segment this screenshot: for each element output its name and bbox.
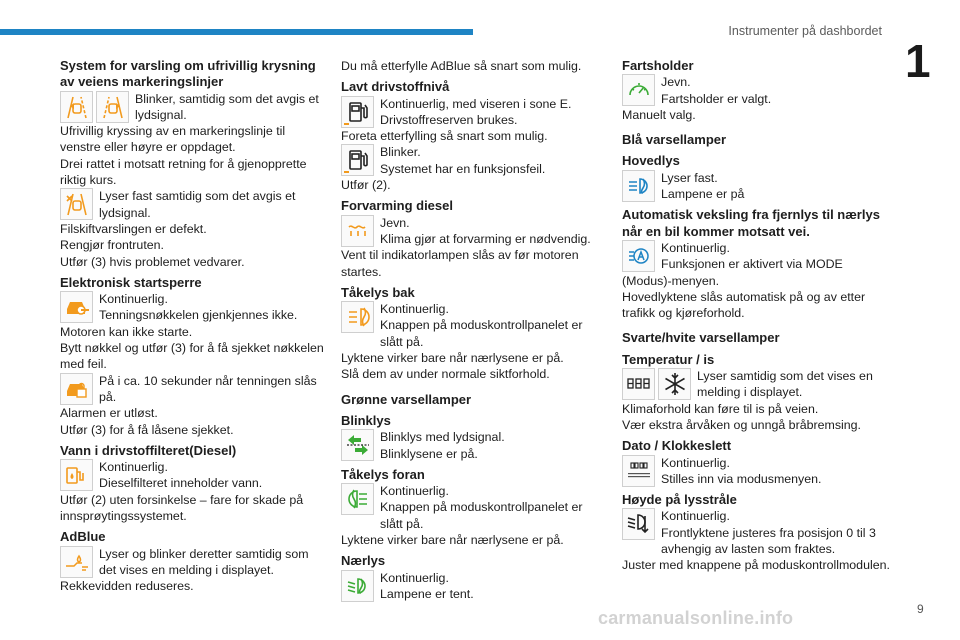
lamp-desc: Lyser fast samtidig som det avgis et lydsignal. — [99, 189, 296, 220]
section-title-auto-beam: Automatisk veksling fra fjernlys til nærlys når en bil kommer motsatt vei. — [622, 207, 880, 239]
column-3 — [622, 58, 890, 574]
paragraph: Juster med knappene på moduskontrollmodulen. — [622, 558, 890, 573]
front-fog-icon — [341, 483, 374, 515]
paragraph: Rengjør frontruten. — [60, 238, 164, 253]
section-title-cruise: Fartsholder — [622, 58, 694, 73]
chapter-number: 1 — [905, 35, 931, 87]
lamp-desc: Frontlyktene justeres fra posisjon 0 til 3 avhengig av lasten som fraktes. — [661, 525, 876, 557]
section-title-main-beam: Hovedlys — [622, 153, 680, 169]
dipped-beam-icon — [341, 570, 374, 602]
paragraph: Filskiftvarslingen er defekt. — [60, 221, 207, 236]
paragraph: Foreta etterfylling så snart som mulig. — [341, 129, 548, 144]
lamp-desc: Dieselfilteret inneholder vann. — [99, 476, 263, 491]
paragraph: Vent til indikatorlampen slås av før motoren startes. — [341, 248, 579, 279]
paragraph: Alarmen er utløst. — [60, 406, 158, 421]
date-time-display-icon — [622, 455, 655, 487]
lamp-desc: Stilles inn via modusmenyen. — [661, 471, 822, 486]
lamp-row-headlamp-level — [622, 508, 890, 557]
fuel-pump-icon — [341, 144, 374, 176]
lamp-desc: Kontinuerlig. — [99, 460, 168, 475]
lamp-desc: Blinklysene er på. — [380, 446, 478, 461]
lamp-row-water-in-fuel — [60, 459, 325, 492]
column-2 — [341, 58, 603, 602]
lamp-desc: Funksjonen er aktivert via MODE — [661, 257, 843, 272]
paragraph: Manuelt valg. — [622, 107, 696, 122]
paragraph: Utfør (2) uten forsinkelse – fare for skade på innsprøytingssystemet. — [60, 492, 304, 524]
lamp-row-auto-beam — [622, 240, 890, 273]
lamp-desc: Jevn. — [380, 215, 410, 230]
lamp-row-date-time — [622, 455, 890, 488]
car-key-icon — [60, 291, 93, 323]
section-title-temperature: Temperatur / is — [622, 351, 715, 367]
section-title-lane-departure: System for varsling om ufrivillig krysning av veiens markeringslinjer — [60, 58, 316, 90]
section-title-water-in-fuel: Vann i drivstoffilteret(Diesel) — [60, 442, 237, 458]
lamp-row-cruise — [622, 74, 890, 107]
section-title-preheat: Forvarming diesel — [341, 198, 453, 214]
lamp-row-fuel-fault — [341, 144, 603, 177]
lamp-desc: Kontinuerlig. — [380, 302, 449, 317]
lamp-row-temperature — [622, 368, 890, 401]
rear-fog-icon — [341, 301, 374, 333]
paragraph: Utfør (3) for å få låsene sjekket. — [60, 422, 234, 437]
column-1 — [60, 58, 325, 595]
lamp-desc: Tenningsnøkkelen gjenkjennes ikke. — [99, 308, 298, 323]
lamp-desc: På i ca. 10 sekunder når tenningen slås på. — [99, 373, 317, 404]
paragraph: Lyktene virker bare når nærlysene er på. — [341, 351, 564, 366]
lamp-desc: Fartsholder er valgt. — [661, 91, 772, 106]
lamp-desc: Kontinuerlig. — [99, 292, 168, 307]
paragraph: Slå dem av under normale siktforhold. — [341, 367, 550, 382]
glow-plug-icon — [341, 215, 374, 247]
cruise-control-icon — [622, 74, 655, 106]
lamp-desc: Kontinuerlig. — [661, 455, 730, 470]
car-lock-icon — [60, 373, 93, 405]
paragraph: Bytt nøkkel og utfør (3) for å få sjekket nøkkelen med feil. — [60, 341, 324, 372]
header-accent-bar — [0, 29, 473, 35]
group-title-black-white: Svarte/hvite varsellamper — [622, 330, 780, 346]
lamp-row-adblue — [60, 546, 325, 579]
lamp-row-main-beam — [622, 170, 890, 203]
lamp-desc: Systemet har en funksjonsfeil. — [380, 161, 546, 176]
paragraph: Du må etterfylle AdBlue så snart som mulig. — [341, 59, 582, 73]
section-title-indicators: Blinklys — [341, 412, 391, 428]
lamp-desc: Kontinuerlig. — [661, 509, 730, 524]
lamp-desc: Lyser samtidig som det vises en melding i displayet. — [697, 369, 873, 400]
lamp-row-immobilizer — [60, 291, 325, 324]
paragraph: Drei rattet i motsatt retning for å gjenopprette riktig kurs. — [60, 156, 307, 188]
paragraph: Utfør (2). — [341, 178, 391, 193]
section-title-headlamp-level: Høyde på lysstråle — [622, 492, 737, 508]
lamp-desc: Blinker. — [380, 145, 421, 160]
lamp-desc: Kontinuerlig, med viseren i sone E. — [380, 96, 572, 111]
paragraph: Klimaforhold kan føre til is på veien. — [622, 401, 819, 416]
lamp-row-lane-blink — [60, 91, 325, 124]
lamp-row-alarm — [60, 373, 325, 406]
lamp-desc: Klima gjør at forvarming er nødvendig. — [380, 231, 591, 246]
watermark-text: carmanualsonline.info — [598, 608, 794, 628]
headlamp-level-icon — [622, 508, 655, 540]
lamp-desc: Lyser og blinker deretter samtidig som det vises en melding i displayet. — [99, 546, 309, 577]
lamp-desc: Knappen på moduskontrollpanelet er slått på. — [380, 500, 583, 531]
lamp-desc: Blinker, samtidig som det avgis et lydsignal. — [135, 91, 319, 122]
lamp-desc: Drivstoffreserven brukes. — [380, 112, 518, 127]
lamp-desc: Kontinuerlig. — [380, 484, 449, 499]
lamp-desc: Kontinuerlig. — [380, 570, 449, 585]
paragraph: Rekkevidden reduseres. — [60, 579, 194, 594]
section-title-front-fog: Tåkelys foran — [341, 466, 425, 482]
paragraph: Motoren kan ikke starte. — [60, 324, 193, 339]
lamp-desc: Lyser fast. — [661, 170, 718, 185]
auto-main-beam-icon — [622, 240, 655, 272]
lane-departure-left-icon — [60, 91, 93, 123]
lamp-row-lane-fault — [60, 188, 325, 221]
lamp-row-indicators — [341, 429, 603, 462]
section-title-rear-fog: Tåkelys bak — [341, 284, 415, 300]
section-title-dipped-beam: Nærlys — [341, 553, 386, 569]
group-title-green: Grønne varsellamper — [341, 391, 472, 407]
lamp-row-preheat — [341, 215, 603, 248]
paragraph: Utfør (3) hvis problemet vedvarer. — [60, 254, 245, 269]
section-title-adblue: AdBlue — [60, 529, 106, 545]
page-number: 9 — [917, 602, 924, 616]
lane-departure-right-icon — [96, 91, 129, 123]
paragraph: Vær ekstra årvåken og unngå bråbremsing. — [622, 417, 861, 432]
lamp-row-front-fog — [341, 483, 603, 532]
section-title-date-time: Dato / Klokkeslett — [622, 438, 732, 454]
adblue-icon — [60, 546, 93, 578]
section-title-low-fuel: Lavt drivstoffnivå — [341, 79, 450, 95]
paragraph: Lyktene virker bare når nærlysene er på. — [341, 533, 564, 548]
paragraph: Ufrivillig kryssing av en markeringslinje til venstre eller høyre er oppdaget. — [60, 124, 286, 155]
lamp-desc: Lampene er på — [661, 187, 745, 202]
lamp-desc: Lampene er tent. — [380, 586, 474, 601]
paragraph: (Modus)-menyen. — [622, 273, 720, 288]
group-title-blue: Blå varsellamper — [622, 132, 727, 148]
main-beam-icon — [622, 170, 655, 202]
lamp-desc: Jevn. — [661, 75, 691, 90]
lamp-row-rear-fog — [341, 301, 603, 350]
turn-signal-icon — [341, 429, 374, 461]
paragraph: Hovedlyktene slås automatisk på og av etter trafikk og kjøreforhold. — [622, 289, 866, 321]
lamp-row-low-fuel — [341, 96, 603, 129]
lane-departure-fault-icon — [60, 188, 93, 220]
page-header-title: Instrumenter på dashbordet — [728, 24, 882, 38]
snowflake-icon — [658, 368, 691, 400]
temperature-display-icon — [622, 368, 655, 400]
water-in-fuel-icon — [60, 459, 93, 491]
fuel-pump-icon — [341, 96, 374, 128]
section-title-immobilizer: Elektronisk startsperre — [60, 274, 202, 290]
lamp-desc: Kontinuerlig. — [661, 240, 730, 255]
lamp-desc: Blinklys med lydsignal. — [380, 430, 505, 445]
lamp-desc: Knappen på moduskontrollpanelet er slått på. — [380, 318, 583, 349]
lamp-row-dipped-beam — [341, 570, 603, 603]
